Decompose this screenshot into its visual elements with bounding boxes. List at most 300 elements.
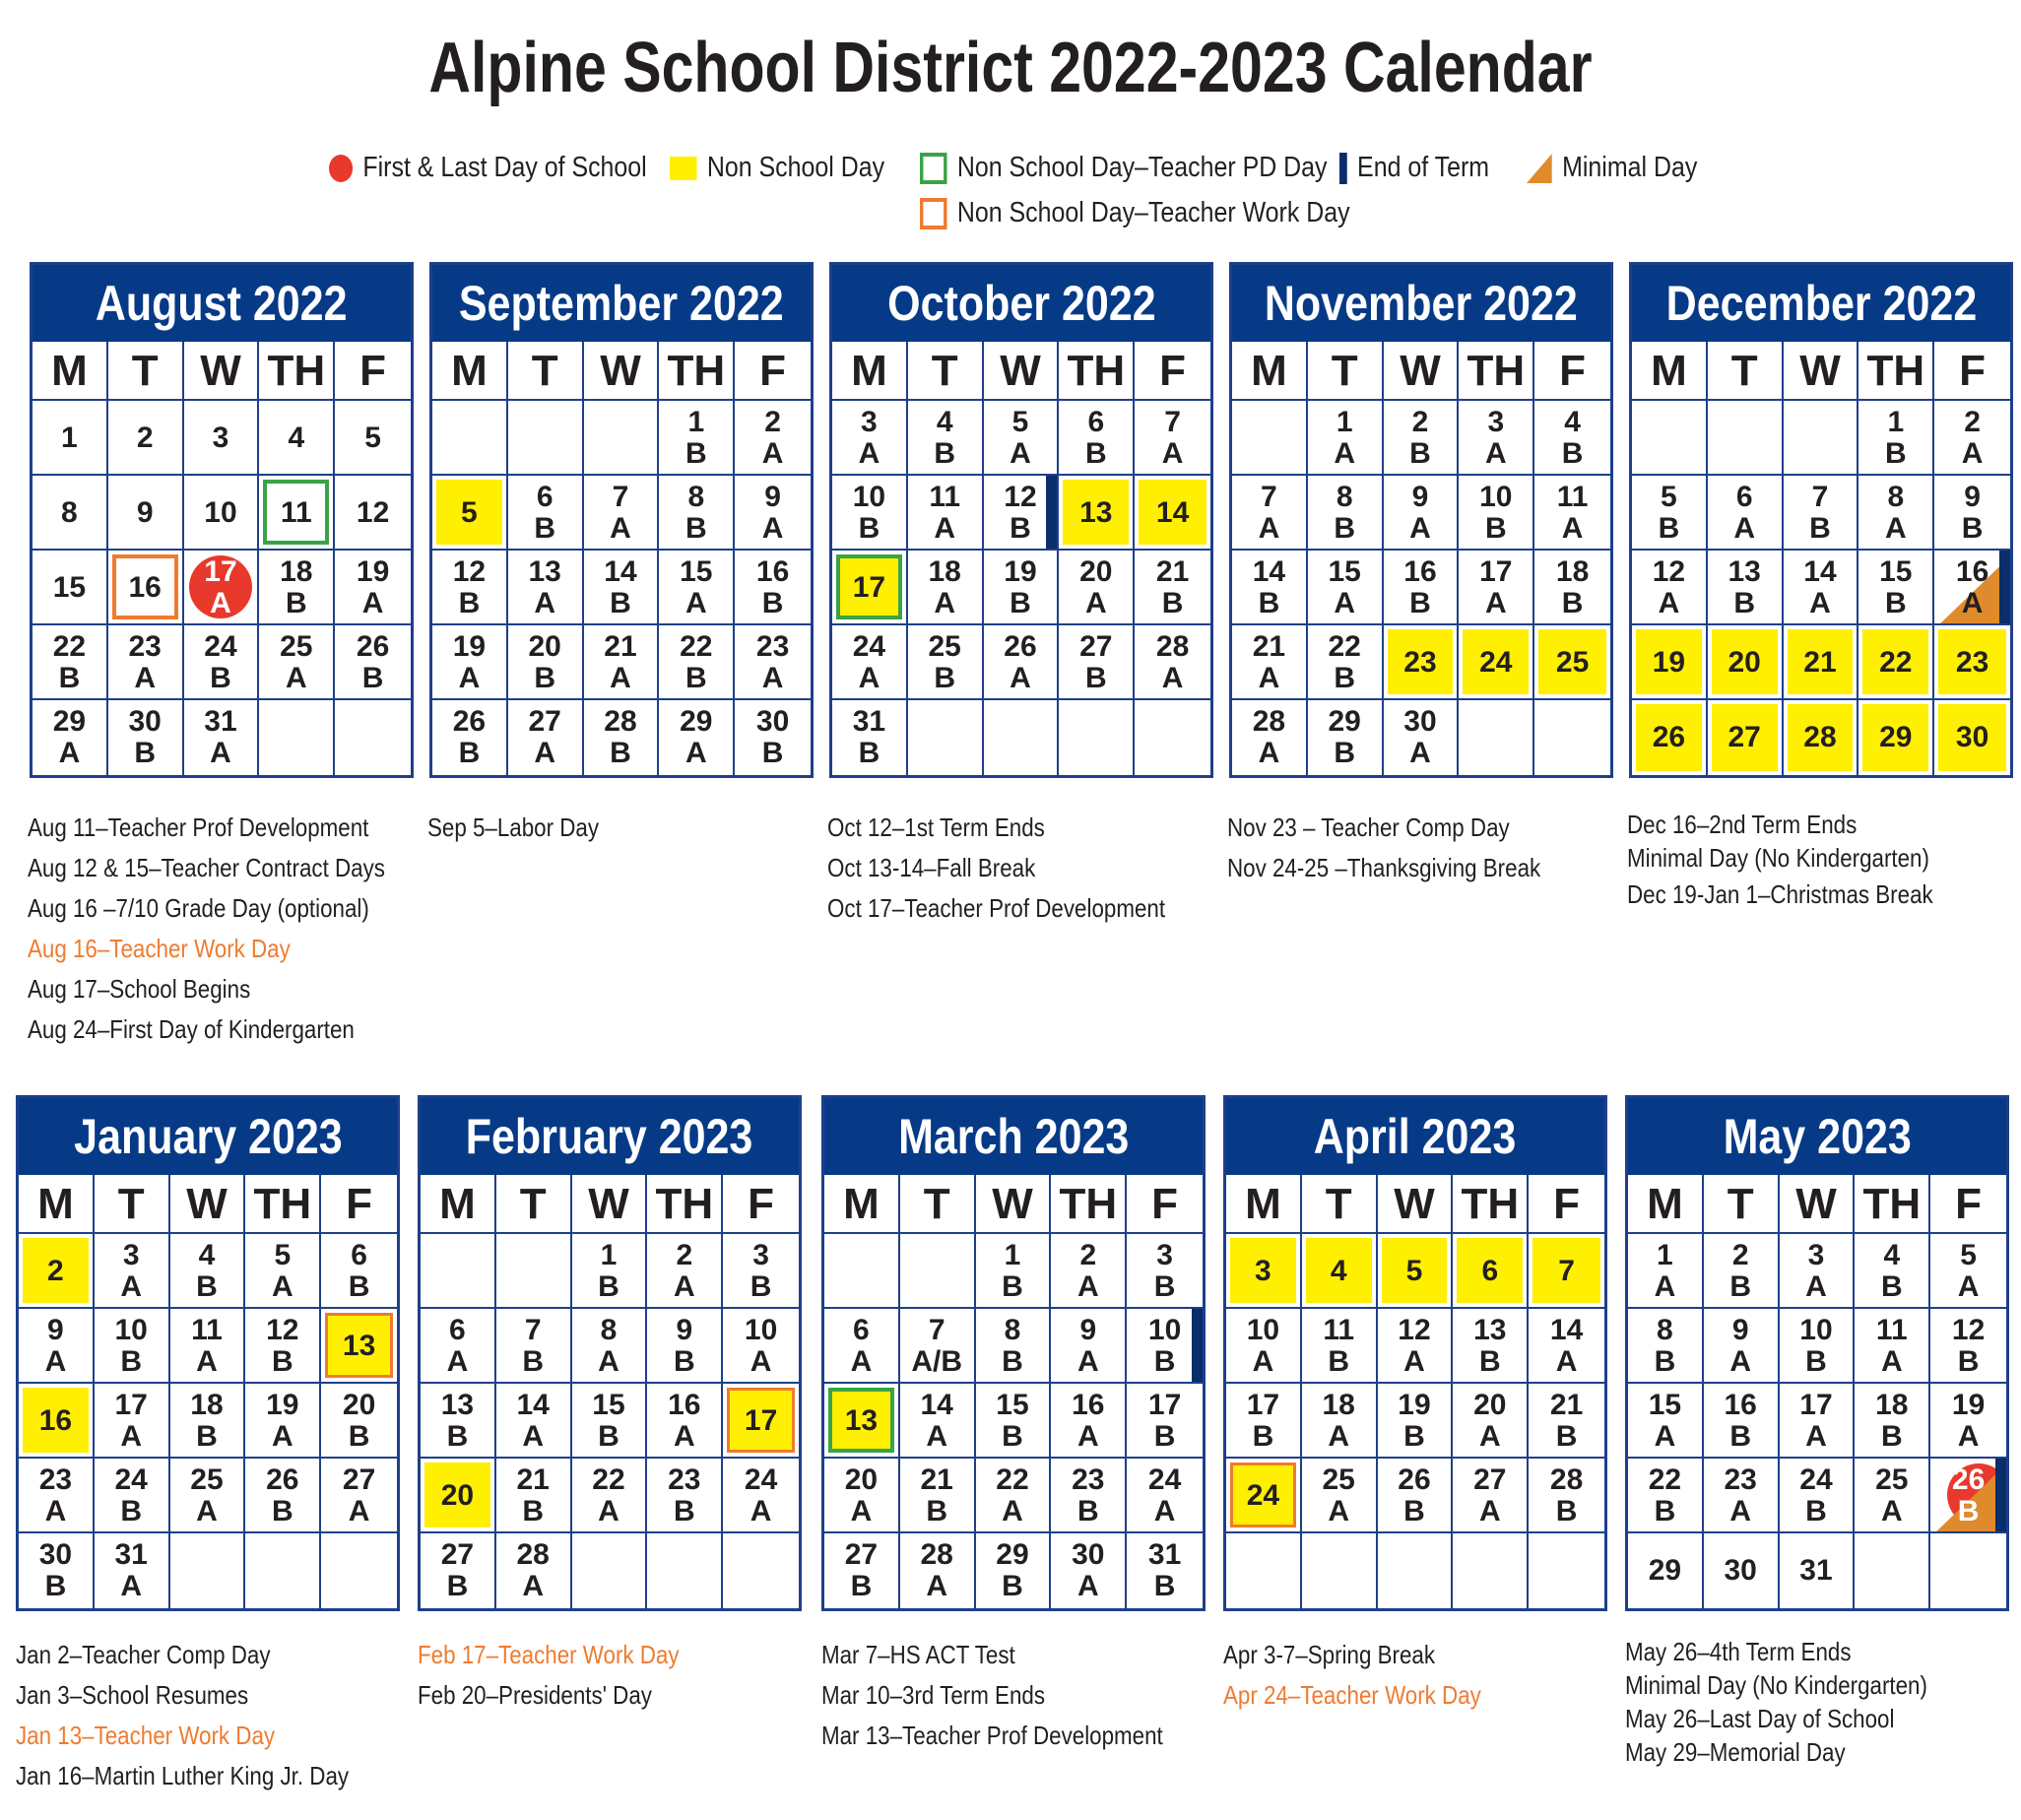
day-number: 2 [136,422,154,454]
day-number: 18 [928,555,961,588]
weekday-header: M [33,342,108,401]
ab-day-label: A [1334,437,1356,470]
day-cell [184,700,260,775]
day-number: 7 [1164,406,1181,438]
day-cell [1708,476,1784,551]
month-notes [821,1635,1218,1756]
day-cell [184,476,260,551]
day-number: 28 [1252,705,1286,738]
day-grid [432,342,811,775]
ab-day-label: B [348,1420,370,1453]
day-cell [900,1459,976,1533]
day-number: 6 [351,1239,367,1271]
day-cell [321,1384,397,1459]
ab-day-label: A [1654,1420,1676,1453]
day-cell [647,1234,723,1309]
ab-day-label: B [761,587,784,619]
day-number: 16 [128,571,162,604]
ab-day-label: A [1258,512,1280,545]
empty-cell [245,1533,321,1608]
day-cell [1780,1459,1856,1533]
day-number: 24 [1799,1463,1833,1496]
day-number: 8 [687,481,705,513]
day-number: 27 [1728,721,1761,753]
day-cell [184,625,260,700]
day-cell [1308,700,1384,775]
day-cell [723,1459,799,1533]
day-number: 22 [1879,646,1913,679]
ab-day-label: B [750,1270,772,1303]
day-number: 2 [1964,406,1981,438]
ab-day-label: A [610,512,631,545]
day-cell [184,551,260,625]
ab-day-label: A [598,1495,619,1528]
day-cell [245,1309,321,1384]
day-cell [184,401,260,476]
ab-day-label: A [673,1420,695,1453]
day-cell [1378,1234,1454,1309]
ab-day-label: B [1403,1495,1425,1528]
day-cell [259,625,335,700]
day-number: 4 [936,406,953,438]
day-number: 14 [516,1389,550,1421]
day-number: 9 [1731,1314,1749,1346]
month-header [432,265,811,342]
legend-label: Non School Day–Teacher Work Day [956,197,1350,228]
ab-day-label: A [522,1420,545,1453]
day-number: 4 [288,422,305,454]
weekday-header: M [1632,342,1708,401]
weekday-header: F [1135,342,1210,401]
day-number: 8 [1887,481,1905,513]
day-number: 29 [680,705,713,738]
weekday-header: W [1780,1175,1856,1234]
month-notes [16,1635,403,1796]
ab-day-label: A [1328,1495,1350,1528]
day-number: 6 [449,1314,466,1346]
day-cell [584,476,660,551]
day-cell [1459,551,1534,625]
day-cell [1704,1234,1780,1309]
day-number: 22 [52,630,87,663]
empty-cell [824,1234,900,1309]
day-number: 28 [516,1538,550,1571]
day-cell [976,1384,1052,1459]
month-notes [1627,808,1983,915]
month-title: September 2022 [459,276,784,331]
day-cell [1059,476,1135,551]
day-number: 27 [342,1463,376,1496]
ab-day-label: B [1084,437,1107,470]
day-number: 9 [136,496,154,529]
month-title: November 2022 [1265,276,1578,331]
ab-day-label: B [1957,1495,1980,1528]
day-cell [245,1384,321,1459]
note-line: Aug 17–School Begins [28,974,251,1004]
day-number: 12 [266,1314,299,1346]
day-number: 25 [928,630,961,663]
day-cell [33,625,108,700]
ab-day-label: B [598,1270,619,1303]
ab-day-label: B [673,1495,695,1528]
day-cell [1135,401,1210,476]
page-title: Alpine School District 2022-2023 Calendar [428,29,1593,107]
day-cell [1784,551,1859,625]
day-cell [1384,551,1460,625]
weekday-header: F [1934,342,2010,401]
day-number: 23 [1724,1463,1757,1496]
day-number: 12 [1951,1314,1986,1346]
day-cell [659,551,735,625]
ab-day-label: B [196,1270,218,1303]
day-number: 9 [764,481,781,513]
day-cell [832,625,908,700]
day-number: 6 [1481,1255,1499,1287]
day-number: 3 [1487,406,1505,438]
weekday-header: TH [1858,342,1934,401]
day-number: 15 [680,555,713,588]
ab-day-label: A [673,1270,695,1303]
ab-day-label: B [271,1345,293,1378]
day-cell [659,625,735,700]
day-cell [984,401,1060,476]
day-number: 12 [1652,555,1686,588]
empty-cell [1529,1533,1604,1608]
day-number: 16 [1403,555,1437,588]
day-number: 10 [1147,1314,1182,1346]
day-cell [1059,625,1135,700]
ab-day-label: B [1957,1345,1980,1378]
day-cell [421,1459,496,1533]
day-cell [1378,1459,1454,1533]
day-cell [1628,1533,1704,1608]
day-cell [1855,1309,1930,1384]
day-cell [1127,1309,1203,1384]
ab-day-label: A [120,1570,143,1602]
day-cell [1051,1384,1127,1459]
ab-day-label: B [1654,1495,1676,1528]
day-grid [19,1175,397,1608]
day-number: 3 [861,406,878,438]
day-number: 15 [1328,555,1361,588]
ab-day-label: A [926,1420,948,1453]
legend-work [920,197,1350,229]
day-number: 15 [1879,555,1913,588]
weekday-header: TH [245,1175,321,1234]
day-number: 29 [52,705,87,738]
note-line: May 29–Memorial Day [1625,1737,1846,1767]
day-cell [1127,1459,1203,1533]
day-cell [19,1309,95,1384]
day-number: 13 [342,1330,376,1362]
ab-day-label: A [1258,662,1280,694]
empty-cell [508,401,584,476]
month-title: August 2022 [96,276,348,331]
ab-day-label: B [926,1495,948,1528]
day-cell [259,476,335,551]
day-cell [1930,1234,2006,1309]
month-notes [827,808,1220,929]
ab-day-label: A [120,1270,143,1303]
ab-day-label: A [522,1570,545,1602]
ab-day-label: A [1555,1345,1578,1378]
ab-day-label: A [196,1345,218,1378]
ab-day-label: A [1076,1270,1099,1303]
month-header [1628,1098,2006,1175]
ab-day-label: B [1002,1270,1023,1303]
day-cell [496,1533,572,1608]
day-cell [1226,1384,1302,1459]
day-cell [1780,1309,1856,1384]
day-cell [647,1384,723,1459]
month-header [832,265,1210,342]
ab-day-label: A [1252,1345,1274,1378]
day-cell [1858,476,1934,551]
ab-day-label: B [1409,437,1431,470]
day-cell [1051,1533,1127,1608]
orange-box-icon [920,198,947,229]
month-calendar [821,1095,1206,1611]
month-calendar [1223,1095,1607,1611]
weekday-header: T [508,342,584,401]
empty-cell [1135,700,1210,775]
ab-day-label: A [858,437,880,470]
ab-day-label: B [1084,662,1107,694]
day-number: 8 [61,496,78,529]
ab-day-label: B [761,737,784,769]
day-cell [259,401,335,476]
day-cell [1308,401,1384,476]
weekday-header: F [735,342,811,401]
ab-day-label: B [285,587,307,619]
day-cell [1226,1234,1302,1309]
day-number: 19 [1398,1389,1431,1421]
day-cell [735,551,811,625]
ab-day-label: B [1252,1420,1274,1453]
empty-cell [1459,700,1534,775]
empty-cell [1855,1533,1930,1608]
day-number: 22 [592,1463,625,1496]
day-cell [659,476,735,551]
day-number: 10 [744,1314,778,1346]
weekday-header: T [908,342,984,401]
weekday-header: W [572,1175,648,1234]
ab-day-label: A [458,662,481,694]
day-cell [1708,551,1784,625]
empty-cell [572,1533,648,1608]
empty-cell [1930,1533,2006,1608]
day-number: 23 [38,1463,73,1496]
day-cell [1226,1309,1302,1384]
day-cell [1780,1234,1856,1309]
day-cell [1784,700,1859,775]
day-cell [508,700,584,775]
day-number: 14 [1549,1314,1584,1346]
day-number: 31 [852,705,886,738]
month-header [421,1098,799,1175]
day-number: 28 [1155,630,1190,663]
day-number: 16 [38,1404,73,1437]
day-cell [108,700,184,775]
day-cell [1529,1234,1604,1309]
day-cell [1930,1309,2006,1384]
ab-day-label: B [1733,587,1756,619]
empty-cell [584,401,660,476]
day-number: 11 [1556,481,1589,513]
day-cell [496,1459,572,1533]
day-cell [95,1234,170,1309]
day-number: 9 [1964,481,1981,513]
ab-day-label: B [446,1420,469,1453]
weekday-header: M [832,342,908,401]
day-cell [908,625,984,700]
ab-day-label: B [1658,512,1680,545]
day-number: 3 [1807,1239,1825,1271]
day-cell [335,476,411,551]
red-circle-icon [329,155,353,182]
day-cell [1384,625,1460,700]
green-box-icon [920,153,947,184]
empty-cell [1226,1533,1302,1608]
day-number: 22 [1328,630,1361,663]
ab-day-label: B [1153,1270,1176,1303]
day-number: 13 [1728,555,1761,588]
note-line: Minimal Day (No Kindergarten) [1625,1670,1927,1700]
day-number: 27 [1473,1463,1507,1496]
note-line: Aug 24–First Day of Kindergarten [28,1014,355,1044]
day-number: 23 [128,630,162,663]
month-calendar [829,262,1213,778]
day-cell [735,700,811,775]
month-notes [1223,1635,1523,1716]
ab-day-label: A [1076,1420,1099,1453]
day-number: 13 [844,1404,879,1437]
day-cell [1534,551,1610,625]
day-cell [1934,401,2010,476]
day-cell [572,1234,648,1309]
day-number: 30 [1403,705,1437,738]
day-cell [584,551,660,625]
ab-day-label: A [926,1570,948,1602]
weekday-header: M [1628,1175,1704,1234]
day-number: 11 [191,1314,223,1346]
day-number: 16 [1955,555,1989,588]
empty-cell [1453,1533,1529,1608]
ab-day-label: B [458,737,481,769]
weekday-header: M [19,1175,95,1234]
day-cell [33,476,108,551]
ab-day-label: B [673,1345,695,1378]
ab-day-label: B [348,1270,370,1303]
ab-day-label: A [1809,587,1831,619]
empty-cell [1302,1533,1378,1608]
day-cell [1453,1309,1529,1384]
day-number: 27 [1079,630,1113,663]
day-number: 8 [600,1314,618,1346]
ab-day-label: B [446,1570,469,1602]
ab-day-label: A [1880,1345,1903,1378]
weekday-header: T [496,1175,572,1234]
day-cell [19,1533,95,1608]
ab-day-label: A [1161,437,1184,470]
day-cell [976,1533,1052,1608]
day-cell [421,1309,496,1384]
day-number: 15 [996,1389,1029,1421]
day-number: 1 [1336,406,1353,438]
weekday-header: TH [647,1175,723,1234]
day-number: 4 [198,1239,216,1271]
day-number: 20 [1473,1389,1507,1421]
day-number: 16 [1724,1389,1757,1421]
ab-day-label: A [1409,737,1431,769]
weekday-header: TH [1453,1175,1529,1234]
empty-cell [984,700,1060,775]
day-number: 1 [1004,1239,1021,1271]
day-number: 23 [755,630,790,663]
ab-day-label: B [1884,437,1907,470]
day-cell [1930,1384,2006,1459]
ab-day-label: B [1805,1495,1827,1528]
ab-day-label: A [1880,1495,1903,1528]
day-number: 26 [1004,630,1037,663]
day-number: 7 [928,1314,945,1346]
weekday-header: T [95,1175,170,1234]
day-cell [1632,625,1708,700]
weekday-header: W [1384,342,1460,401]
day-cell [1628,1234,1704,1309]
weekday-header: T [1302,1175,1378,1234]
day-number: 3 [752,1239,769,1271]
day-number: 19 [356,555,390,588]
day-cell [1529,1309,1604,1384]
empty-cell [335,700,411,775]
day-cell [984,551,1060,625]
day-cell [723,1384,799,1459]
day-cell [1529,1384,1604,1459]
day-number: 14 [604,555,637,588]
weekday-header: W [976,1175,1052,1234]
day-cell [335,401,411,476]
ab-day-label: A [1334,587,1356,619]
ab-day-label: B [1880,1270,1903,1303]
ab-day-label: B [1880,1420,1903,1453]
ab-day-label: B [1153,1345,1176,1378]
day-number: 19 [1951,1389,1986,1421]
day-cell [976,1234,1052,1309]
day-number: 1 [1657,1239,1673,1271]
day-number: 24 [204,630,237,663]
day-cell [1934,551,2010,625]
day-number: 20 [844,1463,879,1496]
ab-day-label: A [934,587,956,619]
weekday-header: TH [259,342,335,401]
note-line: Dec 19-Jan 1–Christmas Break [1627,879,1933,909]
day-number: 30 [38,1538,73,1571]
ab-day-label: B [1561,437,1584,470]
day-number: 9 [1411,481,1429,513]
ab-day-label: B [44,1570,67,1602]
ab-day-label: A [1561,512,1584,545]
day-cell [1308,625,1384,700]
day-cell [824,1533,900,1608]
day-number: 29 [996,1538,1029,1571]
ab-day-label: B [534,512,556,545]
weekday-header: T [1308,342,1384,401]
day-cell [1704,1459,1780,1533]
day-cell [984,625,1060,700]
day-number: 24 [852,630,886,663]
ab-day-label: A [598,1345,619,1378]
